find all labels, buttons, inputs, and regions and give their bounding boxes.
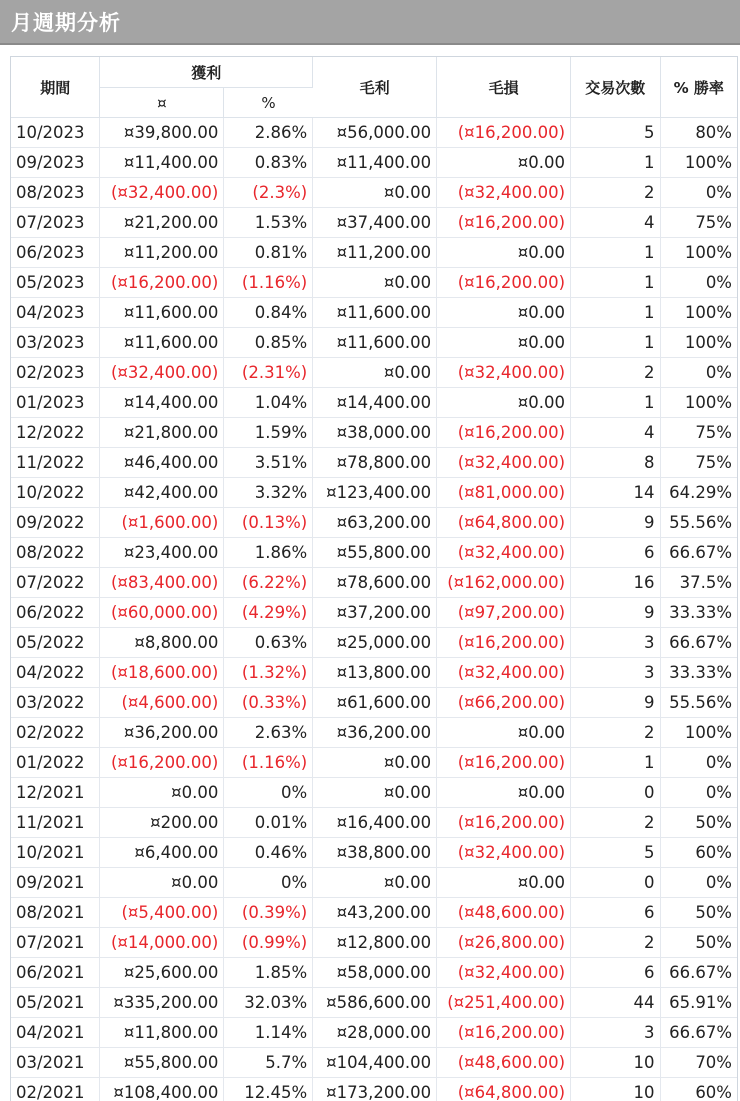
cell-gross-profit: ¤14,400.00 bbox=[313, 388, 437, 418]
table-row[interactable] bbox=[11, 718, 737, 748]
cell-win-rate: 50% bbox=[660, 898, 737, 928]
cell-profit: (¤32,400.00) bbox=[100, 358, 224, 388]
cell-win-rate: 66.67% bbox=[660, 958, 737, 988]
cell-profit: (¤14,000.00) bbox=[100, 928, 224, 958]
cell-profit: ¤11,400.00 bbox=[100, 148, 224, 178]
cell-period: 06/2023 bbox=[11, 238, 100, 268]
cell-win-rate: 66.67% bbox=[660, 1018, 737, 1048]
table-row[interactable] bbox=[11, 148, 737, 178]
cell-profit-pct: 1.04% bbox=[224, 388, 313, 418]
cell-profit: (¤18,600.00) bbox=[100, 658, 224, 688]
cell-win-rate: 33.33% bbox=[660, 598, 737, 628]
cell-trades: 5 bbox=[571, 838, 660, 868]
cell-period: 09/2022 bbox=[11, 508, 100, 538]
cell-trades: 6 bbox=[571, 958, 660, 988]
cell-profit-pct: (0.39%) bbox=[224, 898, 313, 928]
cell-profit: ¤21,800.00 bbox=[100, 418, 224, 448]
table-row[interactable] bbox=[11, 238, 737, 268]
cell-win-rate: 75% bbox=[660, 208, 737, 238]
table-row[interactable] bbox=[11, 838, 737, 868]
cell-win-rate: 65.91% bbox=[660, 988, 737, 1018]
cell-profit-pct: 5.7% bbox=[224, 1048, 313, 1078]
table-row[interactable] bbox=[11, 508, 737, 538]
table-row[interactable] bbox=[11, 958, 737, 988]
cell-gross-loss: (¤16,200.00) bbox=[437, 118, 571, 148]
cell-gross-loss: (¤16,200.00) bbox=[437, 418, 571, 448]
cell-gross-profit: ¤0.00 bbox=[313, 358, 437, 388]
cell-period: 10/2022 bbox=[11, 478, 100, 508]
cell-win-rate: 0% bbox=[660, 358, 737, 388]
cell-trades: 10 bbox=[571, 1048, 660, 1078]
cell-profit: ¤46,400.00 bbox=[100, 448, 224, 478]
cell-period: 03/2021 bbox=[11, 1048, 100, 1078]
cell-win-rate: 0% bbox=[660, 778, 737, 808]
cell-gross-profit: ¤56,000.00 bbox=[313, 118, 437, 148]
cell-win-rate: 66.67% bbox=[660, 538, 737, 568]
cell-gross-profit: ¤11,600.00 bbox=[313, 328, 437, 358]
cell-gross-profit: ¤55,800.00 bbox=[313, 538, 437, 568]
cell-profit-pct: 1.85% bbox=[224, 958, 313, 988]
table-row[interactable] bbox=[11, 1048, 737, 1078]
cell-period: 07/2022 bbox=[11, 568, 100, 598]
cell-trades: 1 bbox=[571, 388, 660, 418]
cell-win-rate: 60% bbox=[660, 838, 737, 868]
cell-period: 03/2022 bbox=[11, 688, 100, 718]
cell-gross-loss: ¤0.00 bbox=[437, 388, 571, 418]
cell-gross-profit: ¤11,600.00 bbox=[313, 298, 437, 328]
cell-period: 07/2021 bbox=[11, 928, 100, 958]
cell-trades: 1 bbox=[571, 298, 660, 328]
cell-profit: ¤36,200.00 bbox=[100, 718, 224, 748]
cell-trades: 6 bbox=[571, 898, 660, 928]
cell-gross-profit: ¤173,200.00 bbox=[313, 1078, 437, 1101]
cell-profit: ¤335,200.00 bbox=[100, 988, 224, 1018]
cell-gross-loss: (¤64,800.00) bbox=[437, 1078, 571, 1101]
cell-profit: ¤11,800.00 bbox=[100, 1018, 224, 1048]
table-row[interactable] bbox=[11, 868, 737, 898]
cell-trades: 2 bbox=[571, 358, 660, 388]
column-header-profit-pct[interactable]: % bbox=[224, 88, 313, 118]
monthly-analysis-table bbox=[11, 57, 737, 1101]
table-row[interactable] bbox=[11, 688, 737, 718]
cell-gross-profit: ¤58,000.00 bbox=[313, 958, 437, 988]
cell-win-rate: 64.29% bbox=[660, 478, 737, 508]
cell-trades: 1 bbox=[571, 328, 660, 358]
cell-profit: (¤4,600.00) bbox=[100, 688, 224, 718]
cell-profit: ¤25,600.00 bbox=[100, 958, 224, 988]
cell-profit: ¤55,800.00 bbox=[100, 1048, 224, 1078]
table-row[interactable] bbox=[11, 1018, 737, 1048]
cell-profit-pct: 3.32% bbox=[224, 478, 313, 508]
cell-period: 11/2022 bbox=[11, 448, 100, 478]
cell-gross-profit: ¤123,400.00 bbox=[313, 478, 437, 508]
cell-gross-loss: (¤32,400.00) bbox=[437, 358, 571, 388]
table-row[interactable] bbox=[11, 928, 737, 958]
cell-win-rate: 55.56% bbox=[660, 508, 737, 538]
cell-period: 09/2023 bbox=[11, 148, 100, 178]
cell-trades: 2 bbox=[571, 808, 660, 838]
cell-gross-profit: ¤43,200.00 bbox=[313, 898, 437, 928]
cell-gross-profit: ¤63,200.00 bbox=[313, 508, 437, 538]
cell-win-rate: 75% bbox=[660, 448, 737, 478]
cell-period: 10/2021 bbox=[11, 838, 100, 868]
table-row[interactable] bbox=[11, 748, 737, 778]
cell-period: 01/2022 bbox=[11, 748, 100, 778]
cell-trades: 14 bbox=[571, 478, 660, 508]
cell-win-rate: 33.33% bbox=[660, 658, 737, 688]
cell-trades: 8 bbox=[571, 448, 660, 478]
cell-period: 05/2023 bbox=[11, 268, 100, 298]
cell-gross-loss: (¤81,000.00) bbox=[437, 478, 571, 508]
cell-profit-pct: (1.16%) bbox=[224, 268, 313, 298]
cell-profit: ¤11,200.00 bbox=[100, 238, 224, 268]
cell-profit: ¤0.00 bbox=[100, 778, 224, 808]
cell-trades: 9 bbox=[571, 688, 660, 718]
cell-gross-profit: ¤0.00 bbox=[313, 748, 437, 778]
cell-profit-pct: (0.13%) bbox=[224, 508, 313, 538]
cell-profit: (¤60,000.00) bbox=[100, 598, 224, 628]
cell-period: 02/2022 bbox=[11, 718, 100, 748]
cell-gross-loss: (¤48,600.00) bbox=[437, 1048, 571, 1078]
cell-trades: 4 bbox=[571, 418, 660, 448]
cell-gross-loss: (¤66,200.00) bbox=[437, 688, 571, 718]
panel-title: 月週期分析 bbox=[11, 11, 121, 35]
cell-gross-loss: (¤64,800.00) bbox=[437, 508, 571, 538]
cell-trades: 3 bbox=[571, 628, 660, 658]
cell-profit-pct: (4.29%) bbox=[224, 598, 313, 628]
column-header-gross-profit[interactable]: 毛利 bbox=[313, 57, 437, 118]
cell-gross-loss: (¤32,400.00) bbox=[437, 178, 571, 208]
cell-trades: 10 bbox=[571, 1078, 660, 1101]
cell-trades: 44 bbox=[571, 988, 660, 1018]
cell-profit: (¤16,200.00) bbox=[100, 268, 224, 298]
cell-gross-profit: ¤37,200.00 bbox=[313, 598, 437, 628]
table-row[interactable] bbox=[11, 808, 737, 838]
table-row[interactable] bbox=[11, 778, 737, 808]
table-row[interactable] bbox=[11, 418, 737, 448]
column-header-gross-loss[interactable]: 毛損 bbox=[437, 57, 571, 118]
table-row[interactable] bbox=[11, 268, 737, 298]
cell-gross-loss: ¤0.00 bbox=[437, 238, 571, 268]
column-group-profit: 獲利 bbox=[100, 57, 313, 88]
cell-profit: (¤32,400.00) bbox=[100, 178, 224, 208]
cell-trades: 2 bbox=[571, 718, 660, 748]
cell-period: 12/2021 bbox=[11, 778, 100, 808]
cell-profit: ¤14,400.00 bbox=[100, 388, 224, 418]
cell-profit-pct: 1.86% bbox=[224, 538, 313, 568]
cell-gross-loss: ¤0.00 bbox=[437, 778, 571, 808]
cell-trades: 3 bbox=[571, 658, 660, 688]
cell-period: 11/2021 bbox=[11, 808, 100, 838]
cell-gross-loss: (¤16,200.00) bbox=[437, 1018, 571, 1048]
table-row[interactable] bbox=[11, 628, 737, 658]
cell-win-rate: 0% bbox=[660, 178, 737, 208]
cell-gross-loss: (¤32,400.00) bbox=[437, 448, 571, 478]
cell-gross-profit: ¤38,000.00 bbox=[313, 418, 437, 448]
cell-gross-loss: (¤16,200.00) bbox=[437, 748, 571, 778]
cell-gross-loss: (¤16,200.00) bbox=[437, 628, 571, 658]
cell-profit: (¤83,400.00) bbox=[100, 568, 224, 598]
column-header-trades[interactable]: 交易次數 bbox=[571, 57, 660, 118]
cell-trades: 16 bbox=[571, 568, 660, 598]
table-row[interactable] bbox=[11, 988, 737, 1018]
cell-period: 08/2022 bbox=[11, 538, 100, 568]
cell-win-rate: 100% bbox=[660, 388, 737, 418]
cell-period: 02/2023 bbox=[11, 358, 100, 388]
cell-gross-profit: ¤78,800.00 bbox=[313, 448, 437, 478]
cell-period: 04/2021 bbox=[11, 1018, 100, 1048]
cell-profit-pct: (2.3%) bbox=[224, 178, 313, 208]
cell-profit-pct: (2.31%) bbox=[224, 358, 313, 388]
cell-profit-pct: 2.86% bbox=[224, 118, 313, 148]
cell-profit-pct: (1.32%) bbox=[224, 658, 313, 688]
cell-period: 08/2023 bbox=[11, 178, 100, 208]
cell-win-rate: 100% bbox=[660, 298, 737, 328]
table-row[interactable] bbox=[11, 1078, 737, 1101]
cell-profit: ¤42,400.00 bbox=[100, 478, 224, 508]
cell-profit-pct: 0.85% bbox=[224, 328, 313, 358]
cell-gross-profit: ¤12,800.00 bbox=[313, 928, 437, 958]
cell-gross-loss: (¤48,600.00) bbox=[437, 898, 571, 928]
cell-profit: ¤108,400.00 bbox=[100, 1078, 224, 1101]
cell-profit-pct: (1.16%) bbox=[224, 748, 313, 778]
cell-profit-pct: 0.81% bbox=[224, 238, 313, 268]
cell-trades: 3 bbox=[571, 1018, 660, 1048]
table-row[interactable] bbox=[11, 568, 737, 598]
column-header-period[interactable]: 期間 bbox=[11, 57, 100, 118]
cell-trades: 1 bbox=[571, 148, 660, 178]
cell-trades: 1 bbox=[571, 238, 660, 268]
cell-trades: 0 bbox=[571, 868, 660, 898]
cell-gross-profit: ¤61,600.00 bbox=[313, 688, 437, 718]
cell-gross-loss: (¤16,200.00) bbox=[437, 808, 571, 838]
cell-profit-pct: 0.63% bbox=[224, 628, 313, 658]
cell-gross-profit: ¤586,600.00 bbox=[313, 988, 437, 1018]
cell-profit: ¤23,400.00 bbox=[100, 538, 224, 568]
cell-gross-profit: ¤0.00 bbox=[313, 778, 437, 808]
cell-gross-profit: ¤104,400.00 bbox=[313, 1048, 437, 1078]
cell-profit-pct: 0% bbox=[224, 778, 313, 808]
column-header-win-rate[interactable]: % 勝率 bbox=[660, 57, 737, 118]
cell-profit-pct: 0.84% bbox=[224, 298, 313, 328]
cell-gross-profit: ¤37,400.00 bbox=[313, 208, 437, 238]
cell-profit-pct: (0.99%) bbox=[224, 928, 313, 958]
cell-gross-profit: ¤11,200.00 bbox=[313, 238, 437, 268]
cell-gross-profit: ¤36,200.00 bbox=[313, 718, 437, 748]
cell-win-rate: 50% bbox=[660, 928, 737, 958]
cell-gross-profit: ¤11,400.00 bbox=[313, 148, 437, 178]
cell-period: 03/2023 bbox=[11, 328, 100, 358]
cell-profit-pct: 1.53% bbox=[224, 208, 313, 238]
cell-profit: (¤16,200.00) bbox=[100, 748, 224, 778]
cell-trades: 2 bbox=[571, 178, 660, 208]
cell-period: 04/2022 bbox=[11, 658, 100, 688]
cell-gross-loss: ¤0.00 bbox=[437, 328, 571, 358]
cell-gross-profit: ¤38,800.00 bbox=[313, 838, 437, 868]
cell-profit-pct: (0.33%) bbox=[224, 688, 313, 718]
cell-profit-pct: 0.46% bbox=[224, 838, 313, 868]
cell-profit-pct: 3.51% bbox=[224, 448, 313, 478]
cell-win-rate: 80% bbox=[660, 118, 737, 148]
cell-profit: ¤21,200.00 bbox=[100, 208, 224, 238]
cell-win-rate: 0% bbox=[660, 268, 737, 298]
cell-profit: ¤6,400.00 bbox=[100, 838, 224, 868]
cell-profit-pct: 32.03% bbox=[224, 988, 313, 1018]
cell-gross-loss: (¤251,400.00) bbox=[437, 988, 571, 1018]
cell-trades: 9 bbox=[571, 508, 660, 538]
table-row[interactable] bbox=[11, 598, 737, 628]
cell-gross-loss: ¤0.00 bbox=[437, 718, 571, 748]
cell-gross-profit: ¤16,400.00 bbox=[313, 808, 437, 838]
cell-win-rate: 0% bbox=[660, 868, 737, 898]
cell-period: 12/2022 bbox=[11, 418, 100, 448]
table-row[interactable] bbox=[11, 898, 737, 928]
cell-period: 02/2021 bbox=[11, 1078, 100, 1101]
cell-period: 09/2021 bbox=[11, 868, 100, 898]
cell-trades: 2 bbox=[571, 928, 660, 958]
cell-profit-pct: 0.83% bbox=[224, 148, 313, 178]
cell-gross-loss: ¤0.00 bbox=[437, 148, 571, 178]
table-row[interactable] bbox=[11, 208, 737, 238]
cell-gross-profit: ¤25,000.00 bbox=[313, 628, 437, 658]
cell-gross-loss: ¤0.00 bbox=[437, 868, 571, 898]
cell-gross-loss: (¤16,200.00) bbox=[437, 208, 571, 238]
cell-period: 07/2023 bbox=[11, 208, 100, 238]
cell-gross-profit: ¤78,600.00 bbox=[313, 568, 437, 598]
table-header bbox=[11, 57, 737, 118]
cell-win-rate: 0% bbox=[660, 748, 737, 778]
cell-gross-loss: ¤0.00 bbox=[437, 298, 571, 328]
cell-win-rate: 60% bbox=[660, 1078, 737, 1101]
cell-win-rate: 100% bbox=[660, 238, 737, 268]
cell-gross-profit: ¤0.00 bbox=[313, 268, 437, 298]
cell-profit-pct: 0.01% bbox=[224, 808, 313, 838]
cell-trades: 0 bbox=[571, 778, 660, 808]
cell-period: 10/2023 bbox=[11, 118, 100, 148]
cell-trades: 4 bbox=[571, 208, 660, 238]
cell-period: 06/2021 bbox=[11, 958, 100, 988]
cell-profit: (¤1,600.00) bbox=[100, 508, 224, 538]
cell-profit: ¤39,800.00 bbox=[100, 118, 224, 148]
cell-profit: (¤5,400.00) bbox=[100, 898, 224, 928]
cell-profit-pct: 12.45% bbox=[224, 1078, 313, 1101]
cell-profit-pct: 1.14% bbox=[224, 1018, 313, 1048]
cell-win-rate: 100% bbox=[660, 718, 737, 748]
cell-profit-pct: 2.63% bbox=[224, 718, 313, 748]
cell-gross-profit: ¤28,000.00 bbox=[313, 1018, 437, 1048]
table-body bbox=[11, 118, 737, 1101]
cell-period: 05/2021 bbox=[11, 988, 100, 1018]
cell-gross-loss: (¤16,200.00) bbox=[437, 268, 571, 298]
cell-profit-pct: (6.22%) bbox=[224, 568, 313, 598]
table-row[interactable] bbox=[11, 178, 737, 208]
monthly-analysis-table-frame bbox=[10, 56, 738, 1101]
cell-win-rate: 75% bbox=[660, 418, 737, 448]
cell-profit: ¤200.00 bbox=[100, 808, 224, 838]
cell-gross-loss: (¤32,400.00) bbox=[437, 538, 571, 568]
cell-period: 04/2023 bbox=[11, 298, 100, 328]
cell-gross-profit: ¤13,800.00 bbox=[313, 658, 437, 688]
table-row[interactable] bbox=[11, 658, 737, 688]
cell-win-rate: 70% bbox=[660, 1048, 737, 1078]
cell-trades: 9 bbox=[571, 598, 660, 628]
panel-header bbox=[0, 0, 740, 45]
cell-profit: ¤11,600.00 bbox=[100, 298, 224, 328]
cell-win-rate: 100% bbox=[660, 148, 737, 178]
cell-gross-loss: (¤32,400.00) bbox=[437, 658, 571, 688]
cell-win-rate: 37.5% bbox=[660, 568, 737, 598]
cell-gross-loss: (¤32,400.00) bbox=[437, 838, 571, 868]
cell-trades: 6 bbox=[571, 538, 660, 568]
table-row[interactable] bbox=[11, 388, 737, 418]
cell-gross-profit: ¤0.00 bbox=[313, 868, 437, 898]
cell-trades: 1 bbox=[571, 268, 660, 298]
cell-gross-loss: (¤26,800.00) bbox=[437, 928, 571, 958]
cell-gross-loss: (¤32,400.00) bbox=[437, 958, 571, 988]
table-row[interactable] bbox=[11, 538, 737, 568]
table-row[interactable] bbox=[11, 478, 737, 508]
cell-gross-loss: (¤97,200.00) bbox=[437, 598, 571, 628]
cell-win-rate: 100% bbox=[660, 328, 737, 358]
table-row[interactable] bbox=[11, 448, 737, 478]
cell-period: 01/2023 bbox=[11, 388, 100, 418]
cell-win-rate: 66.67% bbox=[660, 628, 737, 658]
table-row[interactable] bbox=[11, 298, 737, 328]
cell-period: 06/2022 bbox=[11, 598, 100, 628]
cell-profit: ¤11,600.00 bbox=[100, 328, 224, 358]
cell-gross-profit: ¤0.00 bbox=[313, 178, 437, 208]
cell-win-rate: 50% bbox=[660, 808, 737, 838]
cell-period: 08/2021 bbox=[11, 898, 100, 928]
cell-win-rate: 55.56% bbox=[660, 688, 737, 718]
table-row[interactable] bbox=[11, 328, 737, 358]
cell-profit-pct: 1.59% bbox=[224, 418, 313, 448]
cell-period: 05/2022 bbox=[11, 628, 100, 658]
cell-trades: 1 bbox=[571, 748, 660, 778]
cell-gross-loss: (¤162,000.00) bbox=[437, 568, 571, 598]
column-header-profit-currency[interactable]: ¤ bbox=[100, 88, 224, 118]
cell-trades: 5 bbox=[571, 118, 660, 148]
cell-profit: ¤0.00 bbox=[100, 868, 224, 898]
cell-profit: ¤8,800.00 bbox=[100, 628, 224, 658]
table-row[interactable] bbox=[11, 118, 737, 148]
cell-profit-pct: 0% bbox=[224, 868, 313, 898]
table-row[interactable] bbox=[11, 358, 737, 388]
